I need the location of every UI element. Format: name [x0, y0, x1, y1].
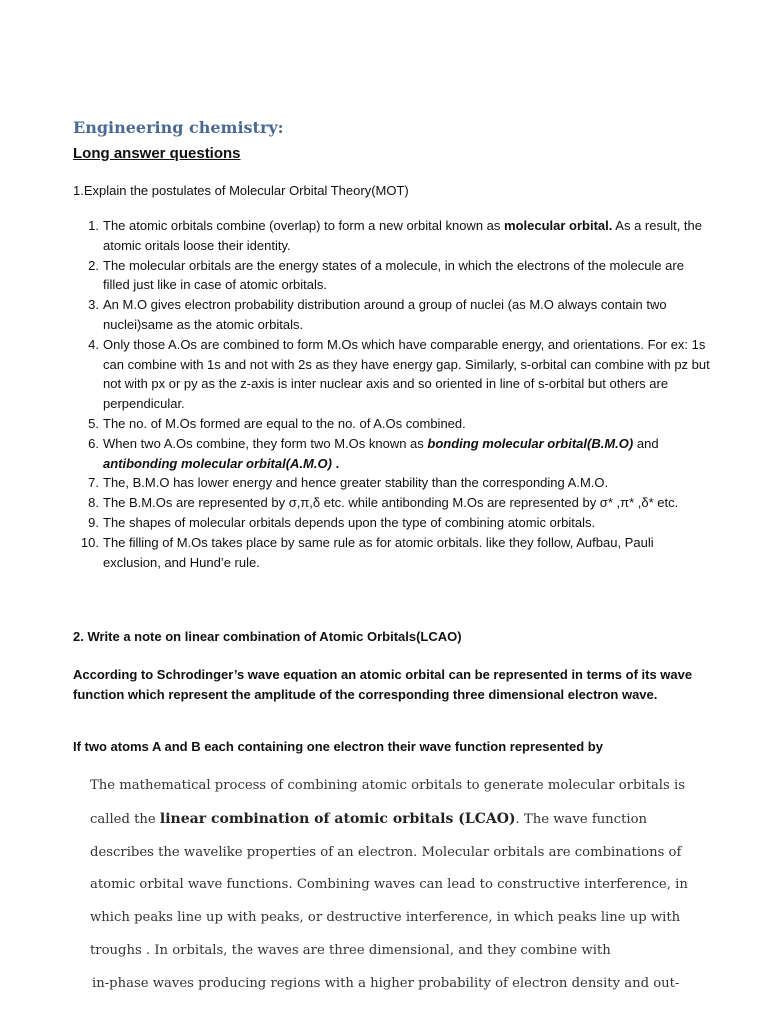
list-number: 2.	[88, 257, 99, 273]
list-text: As a result, the atomic oritals loose their identity.	[103, 218, 702, 253]
excerpt-line: in-phase waves producing regions with a higher probability of electron density and out-	[92, 975, 680, 991]
list-item	[73, 493, 713, 513]
list-number: 4.	[88, 336, 99, 352]
excerpt-line: atomic orbital wave functions. Combining waves can lead to constructive interference, in	[90, 877, 688, 893]
excerpt-line: The mathematical process of combining atomic orbitals to generate molecular orbitals is	[90, 778, 685, 793]
list-item	[73, 473, 713, 493]
list-item	[73, 533, 713, 573]
list-item	[73, 335, 713, 414]
lcao-excerpt	[90, 770, 700, 1001]
list-text: The B.M.Os are represented by σ,π,δ etc. while antibonding M.Os are represented by σ* ,π* ,δ* etc.	[103, 495, 679, 511]
list-number: 1.	[88, 218, 99, 233]
list-number: 9.	[88, 514, 99, 530]
document-title: Engineering chemistry:	[73, 118, 284, 137]
question-2: 2. Write a note on linear combination of Atomic Orbitals(LCAO)	[73, 629, 462, 644]
list-item	[73, 295, 713, 335]
list-text: The shapes of molecular orbitals depends upon the type of combining atomic orbitals.	[103, 514, 596, 530]
list-number: 5.	[88, 415, 99, 431]
bold-italic-term: bonding molecular orbital(B.M.O)	[427, 435, 634, 451]
list-item	[73, 434, 713, 474]
list-text: The molecular orbitals are the energy states of a molecule, in which the electrons of the molecule are filled just like in case of atomic orbitals.	[103, 257, 684, 293]
excerpt-line: describes the wavelike properties of an electron. Molecular orbitals are combinations of	[90, 844, 682, 860]
list-text: When two A.Os combine, they form two M.Os known as	[103, 435, 428, 451]
list-number: 6.	[88, 435, 99, 451]
list-text: The filling of M.Os takes place by same rule as for atomic orbitals. like they follow, Aufbau, Pauli exclusion, and Hund’e rule.	[103, 534, 654, 570]
list-number: 10.	[80, 534, 99, 550]
list-text: Only those A.Os are combined to form M.Os which have comparable energy, and orientations. For ex: 1s can combine with 1s and not with 2s as they have energy gap. Similarly, s-orbital can combine with pz but not with px or py as the z-axis is inter nuclear axis and so oriented in line of s-orbital but others are perpendicular.	[103, 336, 710, 412]
list-text: The no. of M.Os formed are equal to the no. of A.Os combined.	[103, 415, 466, 431]
list-item	[73, 513, 713, 533]
excerpt-line: troughs . In orbitals, the waves are three dimensional, and they combine with	[90, 942, 611, 958]
list-number: 3.	[88, 297, 99, 313]
excerpt-text: called the	[90, 811, 160, 827]
excerpt-text: . The wave function	[515, 811, 648, 827]
list-number: 8.	[88, 495, 99, 511]
section-subtitle: Long answer questions	[73, 145, 241, 162]
wave-function-paragraph: If two atoms A and B each containing one electron their wave function represented by	[73, 739, 603, 754]
list-item	[73, 216, 713, 256]
lcao-term: linear combination of atomic orbitals (LCAO)	[159, 810, 516, 827]
bold-term: molecular orbital.	[504, 218, 613, 233]
list-item	[73, 256, 713, 296]
list-item	[73, 414, 713, 434]
list-text: The, B.M.O has lower energy and hence greater stability than the corresponding A.M.O.	[103, 475, 609, 491]
list-text: The atomic orbitals combine (overlap) to form a new orbital known as	[103, 218, 505, 233]
bold-italic-term: antibonding molecular orbital(A.M.O)	[103, 455, 332, 471]
list-text: .	[331, 455, 340, 471]
excerpt-line: which peaks line up with peaks, or destructive interference, in which peaks line up with	[90, 910, 681, 926]
list-text: An M.O gives electron probability distribution around a group of nuclei (as M.O always contain two nuclei)same as the atomic orbitals.	[103, 297, 667, 332]
postulates-list	[73, 216, 713, 572]
excerpt-line	[90, 803, 700, 837]
list-number: 7.	[88, 475, 99, 491]
question-1: 1.Explain the postulates of Molecular Orbital Theory(MOT)	[73, 183, 409, 198]
list-text: and	[633, 435, 659, 451]
schrodinger-paragraph: According to Schrodinger’s wave equation an atomic orbital can be represented in terms of its wave function which represent the amplitude of the corresponding three dimensional electron wave.	[73, 667, 693, 702]
